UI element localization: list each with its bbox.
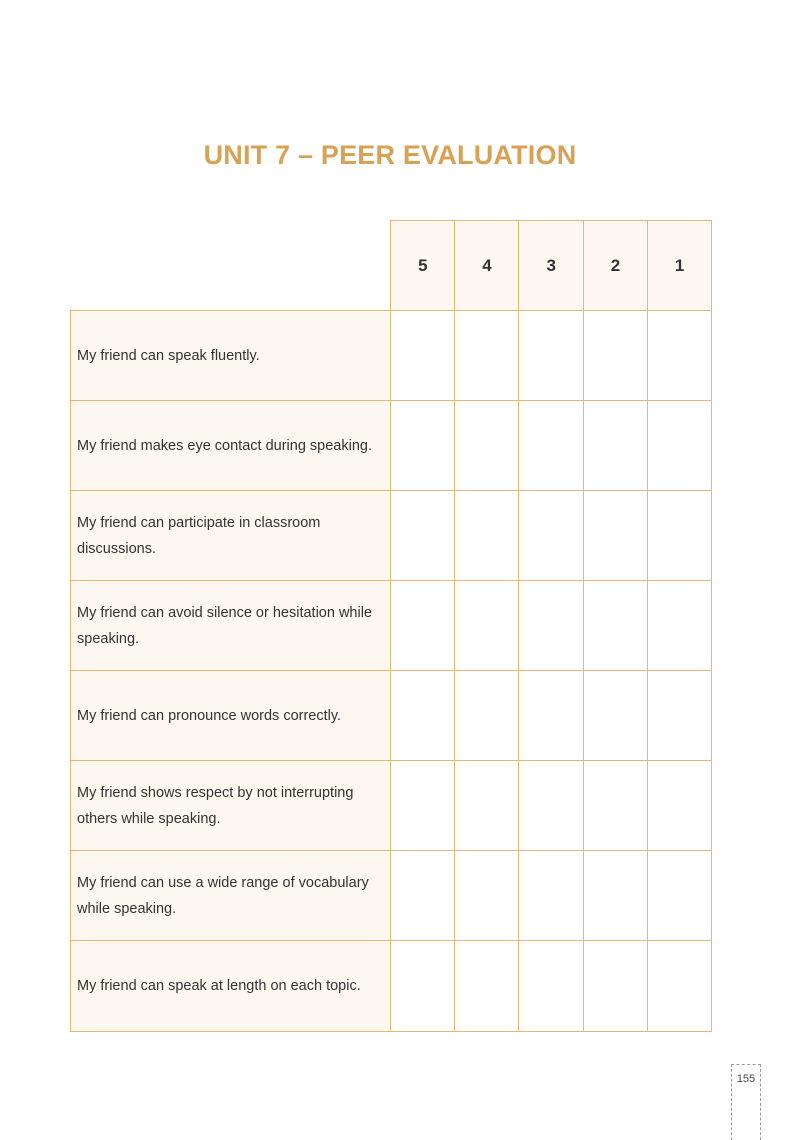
rating-box-2[interactable]	[583, 490, 649, 582]
rating-box-2[interactable]	[583, 580, 649, 672]
page-title: UNIT 7 – PEER EVALUATION	[203, 140, 577, 170]
rating-header-1: 1	[647, 220, 713, 312]
criterion-text: My friend can speak fluently.	[77, 347, 260, 364]
rating-box-1[interactable]	[647, 850, 713, 942]
rating-box-3[interactable]	[518, 490, 584, 582]
rating-box-5[interactable]	[390, 310, 456, 402]
rating-box-4[interactable]	[454, 490, 520, 582]
rating-box-4[interactable]	[454, 310, 520, 402]
rating-box-2[interactable]	[583, 400, 649, 492]
peer-evaluation-table	[70, 220, 711, 1030]
criterion-label	[70, 760, 392, 852]
criterion-text: My friend can speak at length on each topic.	[77, 977, 361, 994]
criterion-label	[70, 580, 392, 672]
rating-header-3: 3	[518, 220, 584, 312]
rating-box-1[interactable]	[647, 760, 713, 852]
rating-box-2[interactable]	[583, 940, 649, 1032]
criterion-text: My friend makes eye contact during speaking.	[77, 437, 372, 454]
criterion-label	[70, 850, 392, 942]
rating-box-5[interactable]	[390, 670, 456, 762]
rating-box-1[interactable]	[647, 580, 713, 672]
criterion-label	[70, 310, 392, 402]
rating-box-1[interactable]	[647, 400, 713, 492]
page-number: 155	[731, 1064, 761, 1140]
rating-box-4[interactable]	[454, 670, 520, 762]
rating-box-3[interactable]	[518, 940, 584, 1032]
criterion-label	[70, 670, 392, 762]
rating-box-1[interactable]	[647, 670, 713, 762]
criterion-text: My friend shows respect by not interrupting others while speaking.	[77, 784, 354, 827]
criterion-text: My friend can avoid silence or hesitation while speaking.	[77, 604, 372, 647]
criterion-label	[70, 490, 392, 582]
rating-box-3[interactable]	[518, 400, 584, 492]
rating-box-3[interactable]	[518, 580, 584, 672]
rating-box-5[interactable]	[390, 490, 456, 582]
criterion-label	[70, 400, 392, 492]
rating-box-2[interactable]	[583, 850, 649, 942]
rating-box-4[interactable]	[454, 400, 520, 492]
rating-box-3[interactable]	[518, 310, 584, 402]
rating-box-1[interactable]	[647, 310, 713, 402]
rating-box-1[interactable]	[647, 940, 713, 1032]
criterion-text: My friend can participate in classroom discussions.	[77, 514, 321, 557]
rating-box-5[interactable]	[390, 580, 456, 672]
rating-box-4[interactable]	[454, 580, 520, 672]
rating-box-2[interactable]	[583, 760, 649, 852]
criterion-text: My friend can pronounce words correctly.	[77, 707, 342, 724]
rating-box-4[interactable]	[454, 760, 520, 852]
rating-header-5: 5	[390, 220, 456, 312]
rating-box-1[interactable]	[647, 490, 713, 582]
rating-box-3[interactable]	[518, 760, 584, 852]
rating-box-5[interactable]	[390, 760, 456, 852]
rating-box-5[interactable]	[390, 850, 456, 942]
rating-box-3[interactable]	[518, 850, 584, 942]
rating-header-2: 2	[583, 220, 649, 312]
rating-header-4: 4	[454, 220, 520, 312]
rating-box-3[interactable]	[518, 670, 584, 762]
rating-box-5[interactable]	[390, 940, 456, 1032]
rating-box-2[interactable]	[583, 670, 649, 762]
rating-box-2[interactable]	[583, 310, 649, 402]
rating-box-4[interactable]	[454, 850, 520, 942]
rating-box-5[interactable]	[390, 400, 456, 492]
criterion-label	[70, 940, 392, 1032]
rating-box-4[interactable]	[454, 940, 520, 1032]
criterion-text: My friend can use a wide range of vocabulary while speaking.	[77, 874, 369, 917]
